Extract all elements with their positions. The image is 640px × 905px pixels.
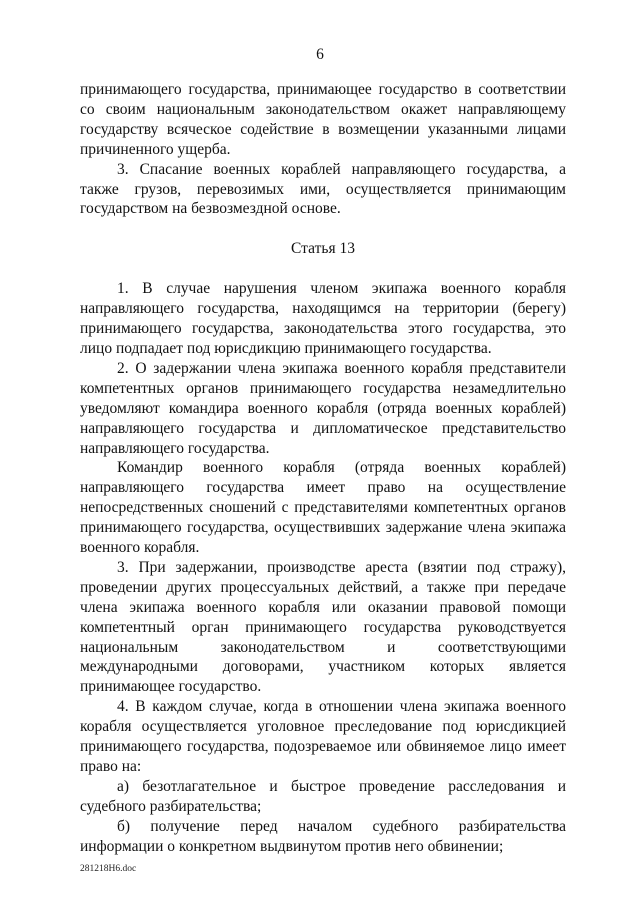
paragraph-clause-3: 3. При задержании, производстве ареста (взятии под стражу), проведении других процессуальных действий, а также при передаче члена экипажа военного корабля или оказании правовой помощи компетентный орган принимающего государства руководствуется национальным законодательством и соответствующими международными договорами, участником которых является принимающее государство.: [80, 558, 566, 696]
spacer: [80, 219, 566, 239]
document-body: [80, 80, 566, 857]
paragraph-commander: Командир военного корабля (отряда военных кораблей) направляющего государства имеет право на осуществление непосредственных сношений с представителями компетентных органов принимающего государства, осуществивших задержание члена экипажа военного корабля.: [80, 459, 566, 557]
paragraph-item-3: 3. Спасание военных кораблей направляющего государства, а также грузов, перевозимых ими, осуществляется принимающим государством на безвозмездной основе.: [80, 160, 566, 218]
paragraph-clause-1: 1. В случае нарушения членом экипажа военного корабля направляющего государства, находящимся на территории (берегу) принимающего государства, законодательства этого государства, это лицо подпадает под юрисдикцию принимающего государства.: [80, 280, 566, 357]
paragraph-clause-4: 4. В каждом случае, когда в отношении члена экипажа военного корабля осуществляется уголовное преследование под юрисдикцией принимающего государства, подозреваемое или обвиняемое лицо имеет право на:: [80, 698, 566, 775]
paragraph-clause-2: 2. О задержании члена экипажа военного корабля представители компетентных органов принимающего государства незамедлительно уведомляют командира военного корабля (отряда военных кораблей) направляющего государства и дипломатическое представительство направляющего государства.: [80, 359, 566, 457]
spacer: [80, 259, 566, 279]
paragraph-continuation: принимающего государства, принимающее государство в соответствии со своим национальным законодательством окажет направляющему государству всяческое содействие в возмещении указанными лицами причиненного ущерба.: [80, 81, 566, 158]
paragraph-subitem-b: б) получение перед началом судебного разбирательства информации о конкретном выдвинутом против него обвинении;: [80, 817, 566, 855]
page-number: 6: [316, 46, 324, 63]
footer-filename: 281218Н6.doc: [80, 864, 137, 874]
paragraph-subitem-a: а) безотлагательное и быстрое проведение расследования и судебного разбирательства;: [80, 777, 566, 815]
article-heading: Статья 13: [291, 240, 355, 258]
